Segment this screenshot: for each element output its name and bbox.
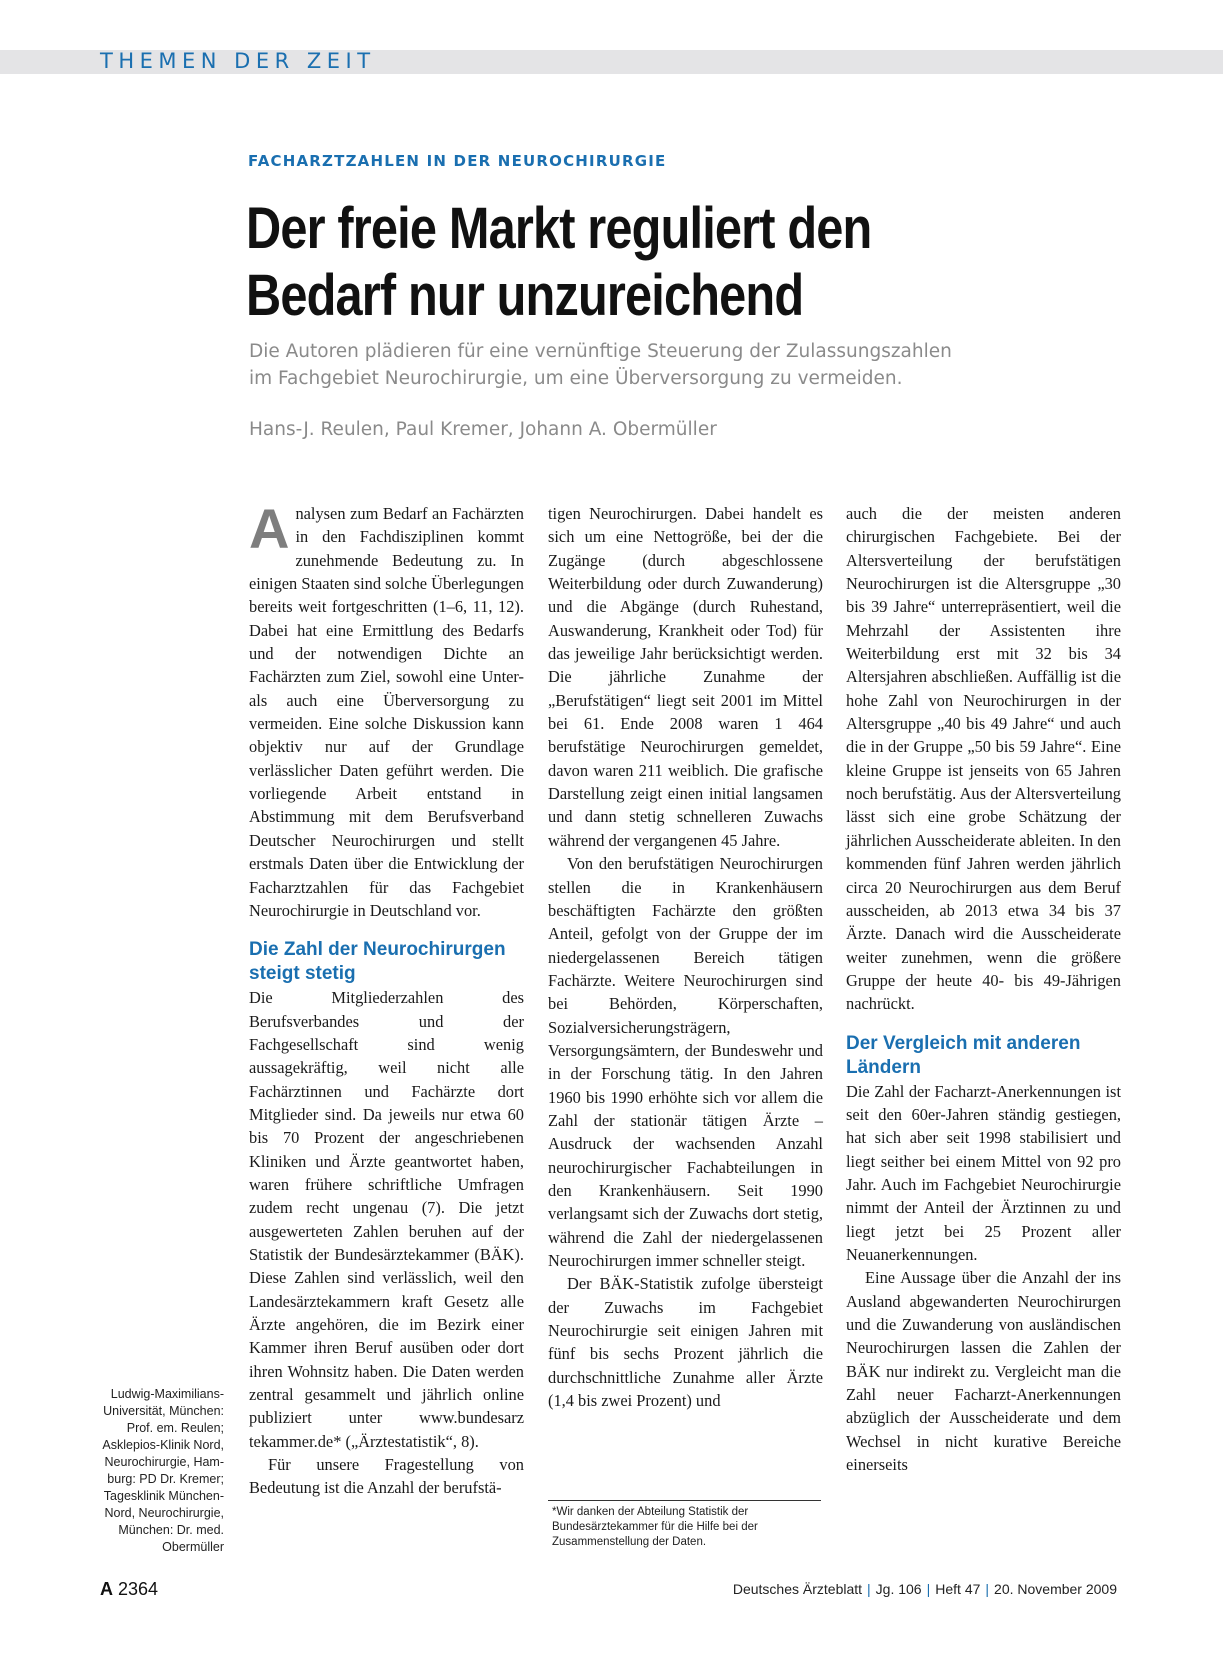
body-paragraph: Von den berufstätigen Neurochirurgen stellen die in Krankenhäusern beschäftigten Fachärzte den größten Anteil, gefolgt von der Gruppe der im niedergelassenen Bereich tätigen Fachärzte. Weitere Neurochirurgen sind bei Behörden, Körperschaften, Sozialversicherungsträgern, Versorgungsämtern, der Bundeswehr und in der Forschung tätig. In den Jahren 1960 bis 1990 erhöhte sich vor allem die Zahl der stationär tätigen Ärzte – Ausdruck der wachsenden Anzahl neurochirurgischer Fachabteilungen in den Krankenhäusern. Seit 1990 verlangsamt sich der Zuwachs dort stetig, während die Zahl der niedergelassenen Neurochirurgen immer schneller steigt. [548,854,823,1270]
body-paragraph [249,497,524,922]
drop-cap: A [249,497,290,560]
affiliation-line: burg: PD Dr. Kremer; [107,1472,224,1486]
journal-volume: Jg. 106 [875,1581,922,1597]
affiliation-line: Ludwig-Maximilians- [110,1387,224,1401]
page-prefix: A [100,1579,113,1599]
kicker: FACHARZTZAHLEN IN DER NEUROCHIRURGIE [248,152,667,170]
standfirst-line-1: Die Autoren plädieren für eine vernünftige Steuerung der Zulassungszahlen [249,341,952,362]
footnote-line: Zusammenstellung der Daten. [552,1536,707,1548]
separator: | [985,1581,990,1597]
page-number [100,1579,158,1600]
subheading: Die Zahl der Neurochirurgen steigt stetig [249,939,506,985]
affiliation-line: Prof. em. Reulen; [126,1421,224,1435]
headline-line-1: Der freie Markt reguliert den [246,196,872,261]
footnote [552,1505,822,1550]
standfirst [249,338,1119,392]
body-paragraph: Die Zahl der Facharzt-Anerkennungen ist seit den 60er-Jahren ständig gestiegen, hat sich aber seit 1998 stabilisiert und liegt seither bei einem Mittel von 92 pro Jahr. Auch im Fachgebiet Neurochirurgie nimmt der Anteil der Ärztinnen zu und liegt jetzt bei 25 Prozent aller Neuanerkennungen. [846,1081,1121,1264]
headline-line-2: Bedarf nur unzureichend [246,263,804,328]
page-number-value: 2364 [118,1579,159,1599]
body-column-3 [846,502,1121,1476]
separator: | [867,1581,871,1597]
author-byline: Hans-J. Reulen, Paul Kremer, Johann A. Obermüller [249,419,717,440]
section-label: THEMEN DER ZEIT [100,49,376,73]
affiliation-line: Nord, Neurochirurgie, [104,1506,224,1520]
journal-date: 20. November 2009 [994,1581,1117,1597]
body-column-2 [548,502,823,1412]
footnote-rule [548,1500,821,1501]
body-paragraph: Der BÄK-Statistik zufolge übersteigt der Zuwachs im Fachgebiet Neurochirurgie seit einigen Jahren mit fünf bis sechs Prozent jährlich die durchschnittliche Zunahme aller Ärzte (1,4 bis zwei Prozent) und [548,1274,823,1411]
affiliation-line: München: Dr. med. [118,1523,224,1537]
affiliation-line: Obermüller [162,1540,224,1554]
separator: | [926,1581,931,1597]
body-paragraph: tigen Neurochirurgen. Dabei handelt es sich um eine Nettogröße, bei der die Zugänge (durch abgeschlossene Weiterbildung oder durch Zuwanderung) und die Abgänge (durch Ruhestand, Auswanderung, Krankheit oder Tod) für das jeweilige Jahr berücksichtigt werden. Die jährliche Zunahme der „Berufstätigen“ liegt seit 2001 im Mittel bei 61. Ende 2008 waren 1 464 berufstätige Neurochirurgen gemeldet, davon waren 211 weiblich. Die grafische Darstellung zeigt einen initial langsamen und dann stetig schnelleren Zuwachs während der vergangenen 45 Jahre. [548,504,823,850]
paragraph-text: nalysen zum Bedarf an Fachärzten in den Fachdisziplinen kommt zunehmende Bedeutung zu. In einigen Staaten sind solche Überlegungen bereits weit fortgeschritten (1–6, 11, 12). Dabei hat eine Ermittlung des Bedarfs und der notwendigen Dichte an Fachärzten zum Ziel, sowohl eine Unter- als auch eine Überversorgung zu vermeiden. Eine solche Diskussion kann objektiv nur auf der Grundlage verlässlicher Daten geführt werden. Die vorliegende Arbeit entstand in Abstimmung mit dem Berufsverband Deutscher Neurochirurgen und stellt erstmals Daten über die Entwicklung der Facharztzahlen für das Fachgebiet Neurochirurgie in Deutschland vor. [249,504,524,920]
affiliation-line: Tagesklinik München- [103,1489,224,1503]
body-paragraph: Eine Aussage über die Anzahl der ins Ausland abgewanderten Neurochirurgen und die Zuwanderung von ausländischen Neurochirurgen lassen die Zahlen der BÄK nur indirekt zu. Vergleicht man die Zahl neuer Facharzt-Anerkennungen abzüglich der Ausscheiderate und dem Wechsel in nicht kurative Bereiche einerseits [846,1268,1121,1475]
journal-masthead [733,1581,1117,1597]
footnote-line: Bundesärztekammer für die Hilfe bei der [552,1521,758,1533]
journal-name: Deutsches Ärzteblatt [732,1581,863,1597]
journal-issue: Heft 47 [935,1581,981,1597]
body-column-1 [249,497,524,1500]
body-paragraph: Die Mitgliederzahlen des Berufsverbandes und der Fachgesellschaft sind wenig aussagekräftig, weil nicht alle Fachärztinnen und Fachärzte dort Mitglieder sind. Da jeweils nur etwa 60 bis 70 Prozent der angeschriebenen Kliniken und Ärzte geantwortet haben, waren frühere schriftliche Umfragen zudem recht ungenau (7). Die jetzt ausgewerteten Zahlen beruhen auf der Statistik der Bundesärztekammer (BÄK). Diese Zahlen sind verlässlich, weil den Landesärztekammern kraft Gesetz alle Ärzte angehören, die im Bezirk einer Kammer ihren Beruf ausüben oder dort ihren Wohnsitz haben. Die Daten werden zentral gesammelt und jährlich online publiziert unter www.bundesarz tekammer.de* („Ärztestatistik“, 8). [249,988,524,1451]
affiliation-line: Asklepios-Klinik Nord, [102,1438,224,1452]
affiliation-line: Neurochirurgie, Ham- [104,1455,224,1469]
standfirst-line-2: im Fachgebiet Neurochirurgie, um eine Überversorgung zu vermeiden. [249,368,903,389]
body-paragraph: Für unsere Fragestellung von Bedeutung ist die Anzahl der berufstä- [249,1455,524,1498]
subheading: Der Vergleich mit anderen Ländern [846,1032,1081,1078]
footnote-line: *Wir danken der Abteilung Statistik der [552,1506,749,1518]
author-affiliations [40,1386,224,1556]
affiliation-line: Universität, München: [103,1404,224,1418]
headline [246,195,1146,329]
body-paragraph: auch die der meisten anderen chirurgischen Fachgebiete. Bei der Altersverteilung der berufstätigen Neurochirurgen ist die Altersgruppe „30 bis 39 Jahre“ unterrepräsentiert, weil die Mehrzahl der Assistenten ihre Weiterbildung erst mit 32 bis 34 Altersjahren abschließen. Auffällig ist die hohe Zahl von Neurochirurgen in der Altersgruppe „40 bis 49 Jahre“ und auch die in der Gruppe „50 bis 59 Jahre“. Eine kleine Gruppe ist jenseits von 65 Jahren noch berufstätig. Aus der Altersverteilung lässt sich eine grobe Schätzung der jährlichen Ausscheiderate ableiten. In den kommenden fünf Jahren werden jährlich circa 20 Neurochirurgen aus dem Beruf ausscheiden, ab 2013 etwa 34 bis 37 Ärzte. Danach wird die Ausscheiderate weiter zunehmen, wenn die größere Gruppe der heute 40- bis 49-Jährigen nachrückt. [846,504,1121,1014]
